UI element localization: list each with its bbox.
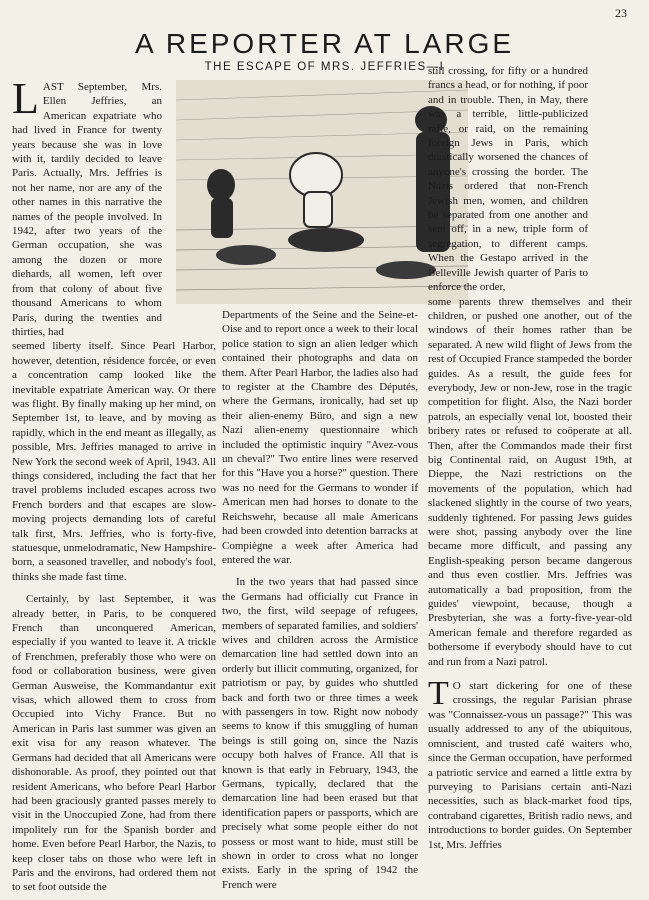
column-1 [12, 74, 216, 895]
article-title: A REPORTER AT LARGE [134, 28, 515, 59]
dropcap-l: L [12, 74, 39, 123]
col1-paragraph-1b: seemed liberty itself. Since Pearl Harbor, however, detention, résidence forcée, or even a concentration camp looked like the inevitable expatriate American way. Or there was flight. By finally making up her mind, on September 1st, to leave, and by moving as rapidly, which in the end meant as illegally, as possible, Mrs. Jeffries managed to arrive in New York the second week of April, 1943. All things considered, including the fact that her travel problems included escapes across two French borders and that escapes are slow-moving projects demanding lots of careful talk first, Mrs. Jeffries, who is forty-five, statuesque, unmelodramatic, New Hampshire-born, a seasoned traveller, and nobody's fool, thinks she made fast time. [12, 340, 216, 583]
column-3 [428, 64, 632, 852]
column-2 [222, 308, 418, 892]
col1-paragraph-1a: AST September, Mrs. Ellen Jeffries, an American expatriate who had lived in France for twenty years because she was in love with it, tardily decided to leave Paris. Actually, Mrs. Jeffries is not her name, nor are any of the other names in this narrative the names of the people involved. In 1942, after two years of the German occupation, she was among the dozen or more diehards, all women, left over from that colony of about five thousand Americans to whom Paris, during the twenties and thirties, had [12, 81, 162, 338]
col2-paragraph-1: Departments of the Seine and the Seine-et-Oise and to report once a week to their local police station to sign an alien ledger which contained their photographs and data on them. After Pearl Harbor, the ladies also had to register at the Chambre des Députés, where the Germans, ironically, had set up their alien-enemy Büro, and sign a new Nazi alien-enemy questionnaire which included the optimistic inquiry "Avez-vous un cheval?" Two entire lines were reserved for this "Have you a horse?" question. There was no need for the Germans to wonder if American men had horses to donate to the Reichswehr, because all male Americans had been crowded into detention barracks at Compiègne a week after America had entered the war. [222, 309, 418, 566]
people-crossing-river-icon [176, 80, 468, 304]
article-illustration [176, 80, 468, 304]
article-subtitle: THE ESCAPE OF MRS. JEFFRIES—I [204, 61, 445, 73]
col3-paragraph-2: O start dickering for one of these crossings, the regular Parisian phrase was "Connaissez-vous un passage?" This was usually addressed to any of the ubiquitous, omniscient, and trusted café waiters who, since the German occupation, have performed a patriotic service and earned a little extra by purveying to Parisians certain anti-Nazi necessities, such as black-market food tips, contraband cigarettes, British radio news, and introductions to border guides. On September 1st, Mrs. Jeffries [428, 680, 632, 851]
page-number: 23 [615, 6, 627, 20]
col2-paragraph-2: In the two years that had passed since the Germans had officially cut France in two, the first, wild seepage of refugees, members of separated families, and soldiers' wives and children across the Armistice demarcation line had settled down into an orderly but illicit commuting, organized, for patriotism or pay, by guides who shuttled back and forth two or three times a week with passengers in tow. Right now nobody seems to know if this smuggling of human beings is still going on, since the Nazis occupy both halves of France. All that is known is that early in February, 1943, the Germans, typically, declared that the demarcation line had been erased but that identification papers or passports, which are precisely what some people either do not possess or most want to hide, must still be shown in order to cross what no longer exists. Early in the spring of 1942 the French were [222, 576, 418, 891]
col3-paragraph-1a: still crossing, for fifty or a hundred francs a head, or for nothing, if poor and in trouble. Then, in May, there was a terrible, little-publicized rafle, or raid, on the remaining foreign Jews in Paris, which drastically worsened the chances of anyone's crossing the border. The Nazis ordered that non-French Jewish men, women, and children be separated from one another and sent off, in a new, triple form of segregation, to different camps. When the Gestapo arrived in the Belleville Jewish quarter of Paris to enforce the order, [428, 65, 588, 294]
col3-paragraph-1b: some parents threw themselves and their children, or pushed one another, out of the windows of their homes rather than be separated. A new wild flight of Jews from the rest of Occupied France stampeded the border guides. As a result, the guide fees for everybody, Jew or non-Jew, rose in the tragic competition for flight. Also, the Nazi border patrols, an especially venal lot, boosted their bribery rates or refused to coöperate at all. Then, after the Commandos made their first big Continental raid, on August 19th, at Dieppe, the Nazi restrictions on the movements of the population, which had slackened slightly in the course of two years, suddenly tightened. For passing Jews guides were shot, passing anybody over the line became more difficult, and passing any English-speaking person became dangerous and thus even costlier. Mrs. Jeffries was automatically a bad proposition, from the guides' viewpoint, because, though a Presbyterian, she was a forty-five-year-old American female and therefore regarded as bothersome if everybody should have to cut and run from a Nazi patrol. [428, 295, 632, 668]
col1-paragraph-2: Certainly, by last September, it was already better, in Paris, to be conquered French than unconquered American, especially if you wanted to leave it. A trickle of Frenchmen, preferably those who were on food or collaboration business, were given German Ausweise, the Kommandantur exit visas, which allowed them to cross from Occupied into Vichy France. But no American in Paris last summer was given an exit visa for any reason whatever. The Germans had decided that all Americans were dishonorable. As proof, they pointed out that resident Americans, who before Pearl Harbor had been graciously granted passes merely to visit in the Unoccupied Zone, had from there impolitely run for the Spanish border and home. Even before Pearl Harbor, the Nazis, to keep closer tabs on those who were left in Paris and the environs, had ordered them not to set foot outside the [12, 593, 216, 894]
dropcap-t: T [428, 675, 449, 713]
